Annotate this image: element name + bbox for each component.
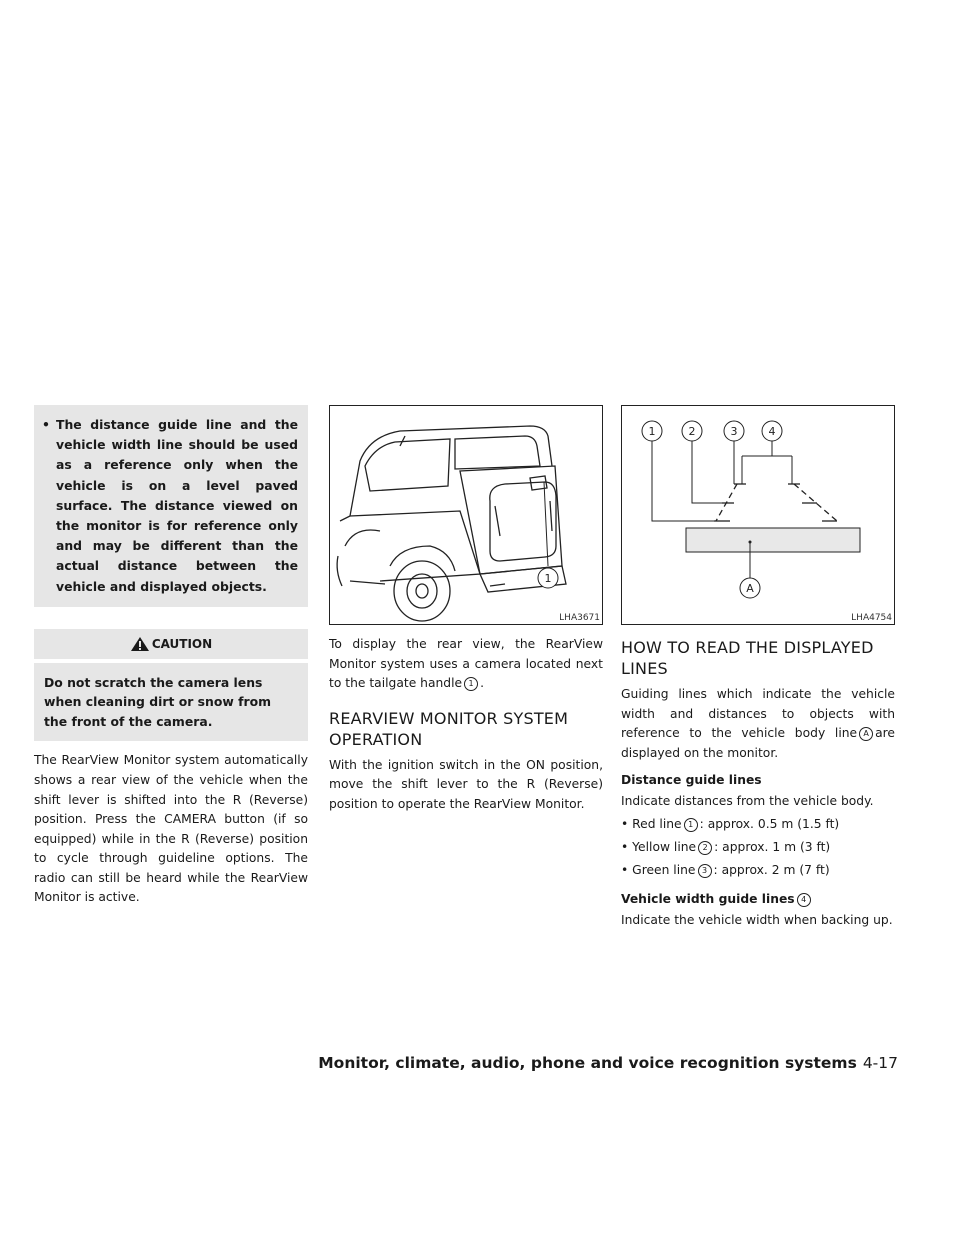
caution-icon [130, 636, 150, 652]
right-column [621, 405, 895, 932]
caution-text: Do not scratch the camera lens when cleaning dirt or snow from the front of the camera. [44, 674, 272, 729]
distance-guide-intro: Indicate distances from the vehicle body. [621, 794, 874, 809]
list-item: • Yellow line 2 : approx. 1 m (3 ft) [621, 840, 831, 855]
ref-4-icon: 4 [797, 893, 811, 907]
warning-text: The distance guide line and the vehicle width line should be used as a reference only when the vehicle is on a level paved surface. The distance viewed on the monitor is for reference only and may be different than the actual distance between the vehicle and displayed objects. [56, 417, 298, 594]
truck-illustration [330, 406, 602, 624]
guide-lines-diagram [622, 406, 894, 624]
ref-1-icon: 1 [684, 818, 698, 832]
distance-guide-title: Distance guide lines [621, 773, 762, 788]
list-item: • Red line 1 : approx. 0.5 m (1.5 ft) [621, 817, 840, 832]
rearview-intro-paragraph: The RearView Monitor system automatically shows a rear view of the vehicle when the shift lever is shifted into the R (Reverse) position. Press the CAMERA button (if so equipped) while in the R (Reverse) position to cycle through guideline options. The radio can still be heard while the RearView Monitor is active. [34, 753, 308, 905]
ref-2-icon: 2 [698, 841, 712, 855]
ref-1-icon: 1 [464, 677, 478, 691]
displayed-lines-paragraph: Guiding lines which indicate the vehicle width and distances to objects with reference to the vehicle body line A are displayed on the monitor. [621, 687, 895, 760]
svg-text:A: A [746, 582, 754, 595]
caution-body [34, 663, 308, 742]
vehicle-width-text: Indicate the vehicle width when backing up. [621, 913, 893, 928]
operation-paragraph: With the ignition switch in the ON position, move the shift lever to the R (Reverse) position to operate the RearView Monitor. [329, 757, 603, 811]
ref-a-icon: A [859, 727, 873, 741]
caution-title: CAUTION [151, 636, 213, 651]
callout-1: 1 [544, 572, 552, 585]
page-number: 4-17 [862, 1054, 898, 1072]
figure-code: LHA3671 [559, 613, 600, 623]
svg-text:4: 4 [768, 425, 776, 438]
left-column [34, 405, 308, 908]
svg-text:3: 3 [730, 425, 738, 438]
truck-rear-figure [329, 405, 603, 625]
figure-code: LHA4754 [851, 613, 892, 623]
ref-3-icon: 3 [698, 864, 712, 878]
camera-location-paragraph: To display the rear view, the RearView Monitor system uses a camera located next to the tailgate handle 1 . [329, 637, 603, 691]
caution-header [34, 629, 308, 659]
bullet: • [42, 417, 50, 432]
svg-text:1: 1 [648, 425, 656, 438]
warning-box [34, 405, 308, 607]
page-footer [318, 1054, 898, 1072]
vehicle-width-title: Vehicle width guide lines 4 [621, 890, 895, 909]
section-heading-displayed-lines: HOW TO READ THE DISPLAYED LINES [621, 638, 874, 678]
svg-text:2: 2 [688, 425, 696, 438]
middle-column [329, 405, 603, 815]
section-heading-operation: REARVIEW MONITOR SYSTEM OPERATION [329, 708, 569, 749]
guide-lines-figure [621, 405, 895, 625]
section-title: Monitor, climate, audio, phone and voice recognition systems [318, 1054, 857, 1072]
list-item: • Green line 3 : approx. 2 m (7 ft) [621, 863, 830, 878]
